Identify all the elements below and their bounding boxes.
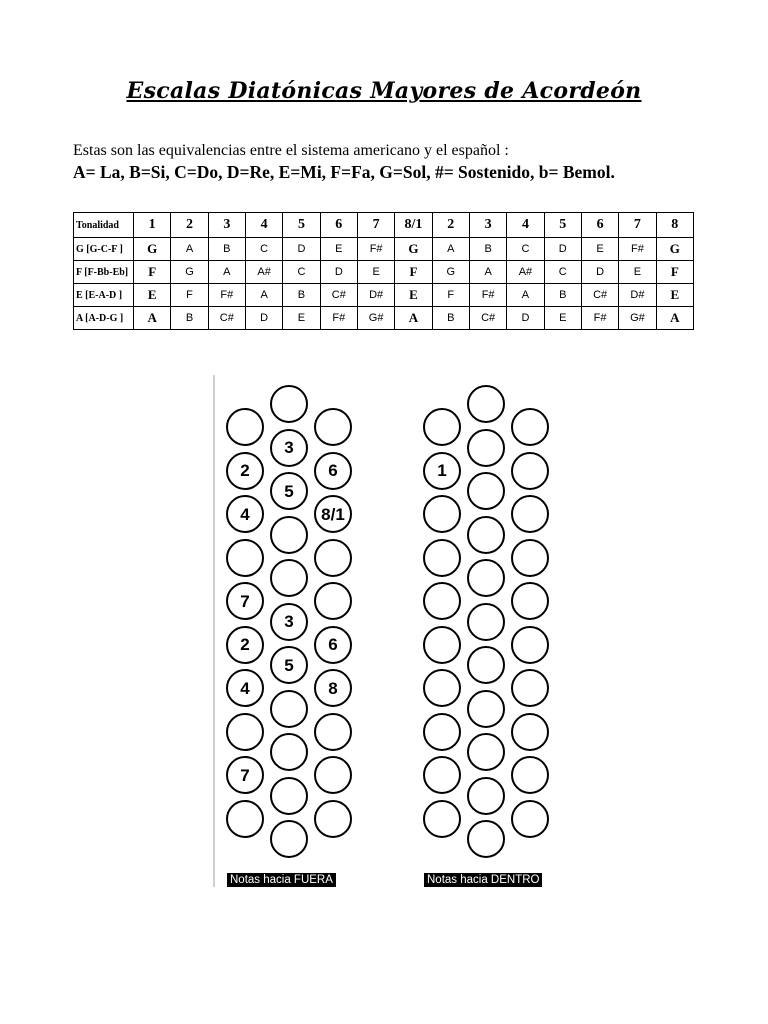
table-row [74,284,694,307]
inside-notes-label: Notas hacia DENTRO [424,873,542,887]
equivalences-text: A= La, B=Si, C=Do, D=Re, E=Mi, F=Fa, G=Sol, #= Sostenido, b= Bemol. [73,162,615,182]
note-cell: G# [357,307,394,330]
header-degree: 2 [432,213,469,238]
accordion-button [423,582,461,620]
key-cell: E [E-A-D ] [74,284,134,307]
note-cell: F# [357,238,394,261]
note-cell: G [395,238,432,261]
note-cell: C# [320,284,357,307]
note-cell: C [544,261,581,284]
header-degree: 3 [469,213,506,238]
note-cell: A# [245,261,282,284]
accordion-button [467,690,505,728]
accordion-button [270,559,308,597]
note-cell: F# [581,307,618,330]
accordion-button [270,733,308,771]
header-degree: 4 [507,213,544,238]
note-cell: F [395,261,432,284]
accordion-button: 8 [314,669,352,707]
header-degree: 7 [619,213,656,238]
note-cell: B [544,284,581,307]
header-degree: 6 [581,213,618,238]
accordion-button [423,495,461,533]
accordion-button [467,603,505,641]
note-cell: A [432,238,469,261]
note-cell: D [581,261,618,284]
accordion-button [511,669,549,707]
note-cell: A [245,284,282,307]
accordion-button [467,559,505,597]
accordion-button [314,539,352,577]
note-cell: G [432,261,469,284]
note-cell: B [283,284,320,307]
accordion-button [270,516,308,554]
accordion-button [511,539,549,577]
accordion-button [467,733,505,771]
accordion-button [467,385,505,423]
note-cell: C [507,238,544,261]
note-cell: E [656,284,693,307]
note-cell: E [357,261,394,284]
note-cell: F# [619,238,656,261]
key-cell: A [A-D-G ] [74,307,134,330]
accordion-button [511,582,549,620]
note-cell: E [544,307,581,330]
accordion-button: 2 [226,452,264,490]
accordion-button [270,820,308,858]
outside-notes-diagram [213,375,355,887]
header-degree: 7 [357,213,394,238]
accordion-button: 5 [270,646,308,684]
note-cell: G [656,238,693,261]
accordion-button: 7 [226,582,264,620]
note-cell: D [507,307,544,330]
header-degree: 2 [171,213,208,238]
accordion-button [511,408,549,446]
key-cell: G [G-C-F ] [74,238,134,261]
accordion-button [270,385,308,423]
accordion-button [314,713,352,751]
note-cell: C# [581,284,618,307]
accordion-button [423,713,461,751]
header-degree: 5 [544,213,581,238]
accordion-button: 5 [270,472,308,510]
accordion-button [314,800,352,838]
note-cell: F# [469,284,506,307]
note-cell: G [171,261,208,284]
note-cell: E [134,284,171,307]
accordion-button: 2 [226,626,264,664]
note-cell: A [656,307,693,330]
accordion-button: 8/1 [314,495,352,533]
note-cell: C [283,261,320,284]
accordion-button [226,539,264,577]
header-degree: 8 [656,213,693,238]
accordion-button [511,713,549,751]
note-cell: A [507,284,544,307]
note-cell: D# [357,284,394,307]
note-cell: F [656,261,693,284]
accordion-button [467,777,505,815]
accordion-button [314,582,352,620]
note-cell: E [320,238,357,261]
accordion-button [511,800,549,838]
note-cell: A [134,307,171,330]
note-cell: F [432,284,469,307]
note-cell: B [469,238,506,261]
accordion-button: 6 [314,626,352,664]
header-degree: 1 [134,213,171,238]
accordion-button [467,516,505,554]
intro-text: Estas son las equivalencias entre el sistema americano y el español : [73,142,509,159]
accordion-button [423,669,461,707]
note-cell: D [245,307,282,330]
accordion-button: 3 [270,429,308,467]
table-row [74,307,694,330]
note-cell: B [171,307,208,330]
accordion-button [467,429,505,467]
note-cell: C# [208,307,245,330]
note-cell: E [619,261,656,284]
accordion-button [270,690,308,728]
note-cell: F# [208,284,245,307]
accordion-button [467,646,505,684]
accordion-button [467,820,505,858]
accordion-button [423,800,461,838]
table-row [74,238,694,261]
accordion-button [226,800,264,838]
note-cell: B [432,307,469,330]
note-cell: A [208,261,245,284]
accordion-button: 4 [226,495,264,533]
note-cell: G# [619,307,656,330]
accordion-button [314,756,352,794]
note-cell: D [283,238,320,261]
header-tonalidad: Tonalidad [74,213,134,238]
note-cell: D [320,261,357,284]
accordion-button [511,495,549,533]
accordion-button: 6 [314,452,352,490]
note-cell: D# [619,284,656,307]
note-cell: D [544,238,581,261]
accordion-button [423,626,461,664]
note-cell: F [171,284,208,307]
note-cell: E [283,307,320,330]
scales-table [73,212,694,330]
accordion-button [423,539,461,577]
accordion-button [226,408,264,446]
header-degree: 3 [208,213,245,238]
note-cell: C# [469,307,506,330]
accordion-button [511,756,549,794]
accordion-button: 7 [226,756,264,794]
accordion-button [423,756,461,794]
note-cell: F [134,261,171,284]
note-cell: C [245,238,282,261]
header-degree: 8/1 [395,213,432,238]
header-degree: 6 [320,213,357,238]
accordion-button [511,452,549,490]
note-cell: B [208,238,245,261]
note-cell: F# [320,307,357,330]
note-cell: E [581,238,618,261]
accordion-button: 1 [423,452,461,490]
accordion-button [314,408,352,446]
note-cell: A [395,307,432,330]
accordion-button [226,713,264,751]
note-cell: A [469,261,506,284]
key-cell: F [F-Bb-Eb] [74,261,134,284]
accordion-button [423,408,461,446]
accordion-button: 3 [270,603,308,641]
header-degree: 5 [283,213,320,238]
note-cell: E [395,284,432,307]
header-degree: 4 [245,213,282,238]
page-title: Escalas Diatónicas Mayores de Acordeón [126,78,642,104]
accordion-button [270,777,308,815]
accordion-button [467,472,505,510]
outside-notes-label: Notas hacia FUERA [227,873,336,887]
note-cell: A [171,238,208,261]
accordion-button: 4 [226,669,264,707]
note-cell: A# [507,261,544,284]
inside-notes-diagram [412,375,552,887]
table-row [74,261,694,284]
note-cell: G [134,238,171,261]
accordion-button [511,626,549,664]
